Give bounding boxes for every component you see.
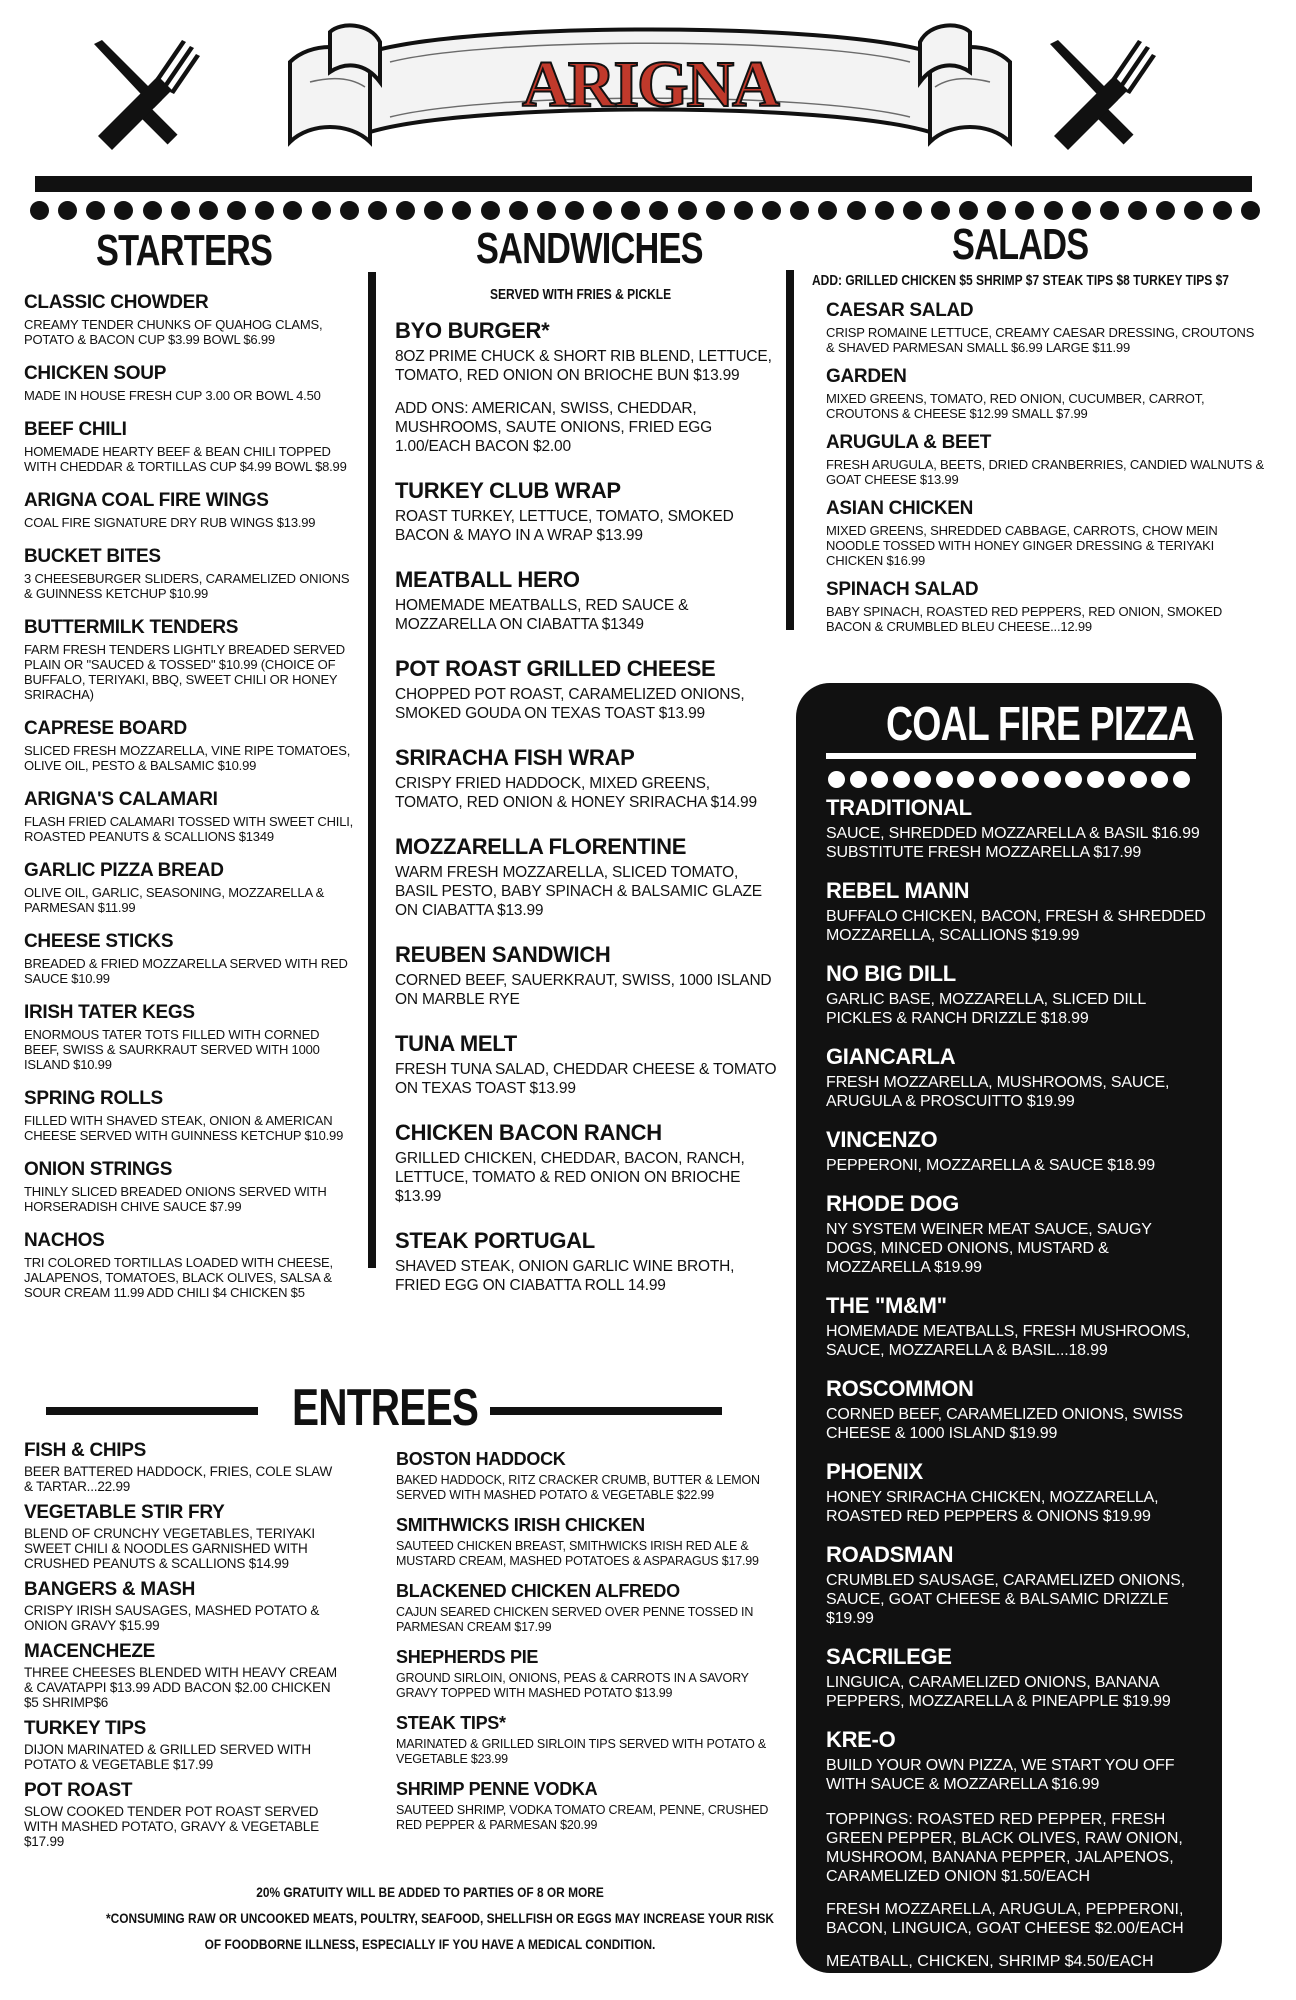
knife-fork-left-icon bbox=[82, 36, 202, 156]
menu-item-name: TURKEY CLUB WRAP bbox=[395, 478, 621, 503]
menu-item-description: BABY SPINACH, ROASTED RED PEPPERS, RED ONION, SMOKED BACON & CRUMBLED BLEU CHEESE...12.99 bbox=[826, 604, 1223, 634]
divider-dot bbox=[1087, 771, 1104, 788]
menu-item-name: SMITHWICKS IRISH CHICKEN bbox=[396, 1515, 645, 1535]
menu-item bbox=[24, 1579, 344, 1633]
pizza-toppings-line: TOPPINGS: ROASTED RED PEPPER, FRESH GREEN PEPPER, BLACK OLIVES, RAW ONION, MUSHROOM, BANANA PEPPER, JALAPENOS, CARAMELIZED ONION $1.50/EACH bbox=[826, 1811, 1183, 1885]
menu-item-description: HOMEMADE MEATBALLS, RED SAUCE & MOZZARELLA ON CIABATTA $1349 bbox=[395, 597, 689, 633]
divider-dot bbox=[931, 201, 950, 220]
divider-dot bbox=[1065, 771, 1082, 788]
column-divider-left bbox=[368, 272, 376, 1268]
divider-dot bbox=[818, 201, 837, 220]
menu-item-name: GARDEN bbox=[826, 366, 907, 387]
divider-dot bbox=[340, 201, 359, 220]
menu-item bbox=[24, 1641, 344, 1710]
menu-item bbox=[24, 1502, 344, 1571]
divider-dot bbox=[828, 771, 845, 788]
menu-item bbox=[396, 1448, 776, 1503]
menu-item bbox=[395, 1120, 780, 1206]
menu-item-name: GIANCARLA bbox=[826, 1044, 956, 1069]
starters-list bbox=[24, 292, 356, 1316]
divider-dot bbox=[1130, 771, 1147, 788]
menu-item bbox=[826, 1727, 1206, 1794]
menu-item-addons: ADD ONS: AMERICAN, SWISS, CHEDDAR, MUSHROOMS, SAUTE ONIONS, FRIED EGG 1.00/EACH BACON $2.00 bbox=[395, 400, 713, 455]
menu-item bbox=[826, 300, 1266, 355]
menu-item-description: CRUMBLED SAUSAGE, CARAMELIZED ONIONS, SAUCE, GOAT CHEESE & BALSAMIC DRIZZLE $19.99 bbox=[826, 1572, 1185, 1627]
divider-dot bbox=[1015, 201, 1034, 220]
menu-item-name: MOZZARELLA FLORENTINE bbox=[395, 834, 687, 859]
divider-dot bbox=[565, 201, 584, 220]
menu-item bbox=[826, 432, 1266, 487]
menu-item bbox=[826, 795, 1206, 862]
menu-item bbox=[395, 745, 780, 812]
divider-dot bbox=[255, 201, 274, 220]
menu-item-name: CLASSIC CHOWDER bbox=[24, 292, 209, 313]
menu-item-name: KRE-O bbox=[826, 1727, 896, 1752]
menu-item bbox=[24, 1440, 344, 1494]
entrees-rule-left bbox=[46, 1407, 258, 1415]
menu-item-description: CORNED BEEF, CARAMELIZED ONIONS, SWISS CHEESE & 1000 ISLAND $19.99 bbox=[826, 1406, 1183, 1442]
menu-item-name: IRISH TATER KEGS bbox=[24, 1002, 195, 1023]
menu-item-description: 3 CHEESEBURGER SLIDERS, CARAMELIZED ONIONS & GUINNESS KETCHUP $10.99 bbox=[24, 571, 350, 601]
menu-item bbox=[826, 366, 1266, 421]
menu-item bbox=[24, 292, 356, 347]
header-dot-divider bbox=[30, 198, 1260, 222]
menu-item-description: GROUND SIRLOIN, ONIONS, PEAS & CARROTS IN A SAVORY GRAVY TOPPED WITH MASHED POTATO $13.99 bbox=[396, 1671, 749, 1700]
entrees-rule-right bbox=[490, 1407, 722, 1415]
menu-item-description: TRI COLORED TORTILLAS LOADED WITH CHEESE, JALAPENOS, TOMATOES, BLACK OLIVES, SALSA & SOUR CREAM 11.99 ADD CHILI $4 CHICKEN $5 bbox=[24, 1255, 333, 1300]
menu-item-description: CRISPY IRISH SAUSAGES, MASHED POTATO & ONION GRAVY $15.99 bbox=[24, 1603, 320, 1633]
menu-item-description: SAUCE, SHREDDED MOZZARELLA & BASIL $16.99 SUBSTITUTE FRESH MOZZARELLA $17.99 bbox=[826, 825, 1200, 861]
menu-item-name: MEATBALL HERO bbox=[395, 567, 580, 592]
menu-item-description: FRESH TUNA SALAD, CHEDDAR CHEESE & TOMATO ON TEXAS TOAST $13.99 bbox=[395, 1061, 777, 1097]
divider-dot bbox=[452, 201, 471, 220]
menu-item bbox=[395, 656, 780, 723]
menu-item bbox=[24, 363, 356, 403]
divider-dot bbox=[1156, 201, 1175, 220]
sandwiches-subtitle: SERVED WITH FRIES & PICKLE bbox=[490, 286, 672, 303]
menu-item-name: SRIRACHA FISH WRAP bbox=[395, 745, 635, 770]
menu-item-description: GARLIC BASE, MOZZARELLA, SLICED DILL PICKLES & RANCH DRIZZLE $18.99 bbox=[826, 991, 1146, 1027]
menu-item bbox=[24, 1159, 356, 1214]
menu-item-name: RHODE DOG bbox=[826, 1191, 959, 1216]
menu-item-description: FARM FRESH TENDERS LIGHTLY BREADED SERVED PLAIN OR "SAUCED & TOSSED" $10.99 (CHOICE OF BUFFALO, TERIYAKI, BBQ, SWEET CHILI OR HONEY SRIRACHA) bbox=[24, 642, 345, 702]
divider-dot bbox=[678, 201, 697, 220]
menu-item-description: ENORMOUS TATER TOTS FILLED WITH CORNED BEEF, SWISS & SAURKRAUT SERVED WITH 1000 ISLAND $10.99 bbox=[24, 1027, 320, 1072]
menu-item-description: SAUTEED CHICKEN BREAST, SMITHWICKS IRISH RED ALE & MUSTARD CREAM, MASHED POTATOES & ASPARAGUS $17.99 bbox=[396, 1539, 759, 1568]
menu-item bbox=[395, 567, 780, 634]
divider-dot bbox=[312, 201, 331, 220]
menu-item bbox=[24, 860, 356, 915]
menu-item-description: LINGUICA, CARAMELIZED ONIONS, BANANA PEPPERS, MOZZARELLA & PINEAPPLE $19.99 bbox=[826, 1674, 1171, 1710]
divider-dot bbox=[86, 201, 105, 220]
divider-dot bbox=[227, 201, 246, 220]
menu-item-description: HOMEMADE HEARTY BEEF & BEAN CHILI TOPPED WITH CHEDDAR & TORTILLAS CUP $4.99 BOWL $8.99 bbox=[24, 444, 347, 474]
menu-item-name: BEEF CHILI bbox=[24, 419, 127, 440]
divider-dot bbox=[1108, 771, 1125, 788]
menu-item-description: THREE CHEESES BLENDED WITH HEAVY CREAM & CAVATAPPI $13.99 ADD BACON $2.00 CHICKEN $5 SHRIMP$6 bbox=[24, 1665, 337, 1710]
menu-item bbox=[826, 498, 1266, 568]
divider-dot bbox=[593, 201, 612, 220]
menu-item-description: FLASH FRIED CALAMARI TOSSED WITH SWEET CHILI, ROASTED PEANUTS & SCALLIONS $1349 bbox=[24, 814, 354, 844]
menu-item-description: 8OZ PRIME CHUCK & SHORT RIB BLEND, LETTUCE, TOMATO, RED ONION ON BRIOCHE BUN $13.99 bbox=[395, 348, 772, 384]
menu-item bbox=[24, 1002, 356, 1072]
menu-item-name: BOSTON HADDOCK bbox=[396, 1449, 566, 1469]
menu-item bbox=[826, 1191, 1206, 1277]
divider-dot bbox=[621, 201, 640, 220]
menu-item bbox=[826, 1293, 1206, 1360]
raw-food-warning: *CONSUMING RAW OR UNCOOKED MEATS, POULTRY, SEAFOOD, SHELLFISH OR EGGS MAY INCREASE YOUR RISK bbox=[105, 1910, 774, 1926]
knife-fork-right-icon bbox=[1038, 36, 1158, 156]
menu-item bbox=[396, 1712, 776, 1767]
menu-item bbox=[24, 546, 356, 601]
menu-item-name: CAESAR SALAD bbox=[826, 300, 974, 321]
divider-dot bbox=[649, 201, 668, 220]
menu-item-name: SPINACH SALAD bbox=[826, 579, 979, 600]
menu-item bbox=[396, 1778, 776, 1833]
pizza-toppings-line: FRESH MOZZARELLA, ARUGULA, PEPPERONI, BACON, LINGUICA, GOAT CHEESE $2.00/EACH bbox=[826, 1901, 1184, 1937]
menu-item-name: ARIGNA COAL FIRE WINGS bbox=[24, 490, 269, 511]
menu-item bbox=[826, 961, 1206, 1028]
menu-item-name: BUCKET BITES bbox=[24, 546, 161, 567]
menu-item bbox=[396, 1514, 776, 1569]
pizza-title: COAL FIRE PIZZA bbox=[886, 698, 1194, 751]
starters-title: STARTERS bbox=[96, 226, 273, 275]
menu-item bbox=[395, 834, 780, 920]
menu-item-description: CRISPY FRIED HADDOCK, MIXED GREENS, TOMATO, RED ONION & HONEY SRIRACHA $14.99 bbox=[395, 775, 757, 811]
menu-item bbox=[24, 718, 356, 773]
entrees-title: ENTREES bbox=[292, 1379, 479, 1437]
menu-item-name: FISH & CHIPS bbox=[24, 1440, 147, 1461]
menu-item-name: ROADSMAN bbox=[826, 1542, 954, 1567]
menu-item-description: THINLY SLICED BREADED ONIONS SERVED WITH HORSERADISH CHIVE SAUCE $7.99 bbox=[24, 1184, 327, 1214]
menu-item-description: FRESH MOZZARELLA, MUSHROOMS, SAUCE, ARUGULA & PROSCUITTO $19.99 bbox=[826, 1074, 1170, 1110]
divider-dot bbox=[396, 201, 415, 220]
divider-dot bbox=[957, 771, 974, 788]
divider-dot bbox=[734, 201, 753, 220]
menu-item bbox=[24, 789, 356, 844]
divider-dot bbox=[143, 201, 162, 220]
divider-dot bbox=[847, 201, 866, 220]
menu-item-description: GRILLED CHICKEN, CHEDDAR, BACON, RANCH, LETTUCE, TOMATO & RED ONION ON BRIOCHE $13.99 bbox=[395, 1150, 745, 1205]
menu-item-name: REBEL MANN bbox=[826, 878, 970, 903]
menu-item-name: THE "M&M" bbox=[826, 1293, 947, 1318]
menu-item-name: PHOENIX bbox=[826, 1459, 923, 1484]
divider-dot bbox=[1100, 201, 1119, 220]
pizza-list bbox=[826, 795, 1206, 1985]
menu-item-name: NO BIG DILL bbox=[826, 961, 956, 986]
divider-dot bbox=[914, 771, 931, 788]
menu-item-name: ARIGNA'S CALAMARI bbox=[24, 789, 218, 810]
menu-item-description: FRESH ARUGULA, BEETS, DRIED CRANBERRIES, CANDIED WALNUTS & GOAT CHEESE $13.99 bbox=[826, 457, 1264, 487]
menu-item-description: PEPPERONI, MOZZARELLA & SAUCE $18.99 bbox=[826, 1157, 1155, 1174]
divider-dot bbox=[706, 201, 725, 220]
divider-dot bbox=[959, 201, 978, 220]
menu-item-description: HONEY SRIRACHA CHICKEN, MOZZARELLA, ROASTED RED PEPPERS & ONIONS $19.99 bbox=[826, 1489, 1159, 1525]
menu-item-description: MADE IN HOUSE FRESH CUP 3.00 OR BOWL 4.50 bbox=[24, 388, 321, 403]
menu-item-description: FILLED WITH SHAVED STEAK, ONION & AMERICAN CHEESE SERVED WITH GUINNESS KETCHUP $10.99 bbox=[24, 1113, 344, 1143]
menu-item-name: TUNA MELT bbox=[395, 1031, 517, 1056]
menu-item-description: BUILD YOUR OWN PIZZA, WE START YOU OFF WITH SAUCE & MOZZARELLA $16.99 bbox=[826, 1757, 1175, 1793]
divider-dot bbox=[368, 201, 387, 220]
raw-food-warning-cont: OF FOODBORNE ILLNESS, ESPECIALLY IF YOU HAVE A MEDICAL CONDITION. bbox=[204, 1936, 656, 1952]
divider-dot bbox=[537, 201, 556, 220]
arigna-logo-banner bbox=[270, 22, 1030, 162]
menu-item-name: REUBEN SANDWICH bbox=[395, 942, 611, 967]
menu-item-name: CHICKEN SOUP bbox=[24, 363, 167, 384]
divider-dot bbox=[987, 201, 1006, 220]
divider-dot bbox=[1213, 201, 1232, 220]
menu-item-name: CHEESE STICKS bbox=[24, 931, 174, 952]
menu-item-name: BUTTERMILK TENDERS bbox=[24, 617, 239, 638]
divider-dot bbox=[509, 201, 528, 220]
divider-dot bbox=[1044, 201, 1063, 220]
divider-dot bbox=[871, 771, 888, 788]
menu-item-description: MIXED GREENS, SHREDDED CABBAGE, CARROTS, CHOW MEIN NOODLE TOSSED WITH HONEY GINGER DRESSING & TERIYAKI CHICKEN $16.99 bbox=[826, 523, 1218, 568]
pizza-rule bbox=[826, 753, 1196, 759]
menu-item-description: CHOPPED POT ROAST, CARAMELIZED ONIONS, SMOKED GOUDA ON TEXAS TOAST $13.99 bbox=[395, 686, 745, 722]
menu-item-name: POT ROAST GRILLED CHEESE bbox=[395, 656, 716, 681]
divider-dot bbox=[875, 201, 894, 220]
divider-dot bbox=[979, 771, 996, 788]
menu-item bbox=[826, 1459, 1206, 1526]
menu-item-description: OLIVE OIL, GARLIC, SEASONING, MOZZARELLA & PARMESAN $11.99 bbox=[24, 885, 325, 915]
salads-title: SALADS bbox=[952, 220, 1089, 269]
menu-item-name: BANGERS & MASH bbox=[24, 1579, 196, 1600]
menu-item-name: BYO BURGER* bbox=[395, 318, 550, 343]
menu-item-description: MARINATED & GRILLED SIRLOIN TIPS SERVED WITH POTATO & VEGETABLE $23.99 bbox=[396, 1737, 767, 1766]
divider-dot bbox=[199, 201, 218, 220]
menu-item bbox=[396, 1580, 776, 1635]
divider-dot bbox=[936, 771, 953, 788]
menu-item-name: SHRIMP PENNE VODKA bbox=[396, 1779, 598, 1799]
menu-item bbox=[395, 318, 780, 456]
menu-item-name: CHICKEN BACON RANCH bbox=[395, 1120, 662, 1145]
menu-item-name: TRADITIONAL bbox=[826, 795, 972, 820]
menu-item bbox=[826, 579, 1266, 634]
divider-dot bbox=[762, 201, 781, 220]
menu-item-description: BAKED HADDOCK, RITZ CRACKER CRUMB, BUTTER & LEMON SERVED WITH MASHED POTATO & VEGETABLE $22.99 bbox=[396, 1473, 760, 1502]
divider-dot bbox=[1001, 771, 1018, 788]
menu-item bbox=[24, 1718, 344, 1772]
menu-item-name: VINCENZO bbox=[826, 1127, 938, 1152]
menu-item-description: SLICED FRESH MOZZARELLA, VINE RIPE TOMATOES, OLIVE OIL, PESTO & BALSAMIC $10.99 bbox=[24, 743, 351, 773]
menu-item bbox=[395, 1031, 780, 1098]
divider-dot bbox=[171, 201, 190, 220]
divider-dot bbox=[893, 771, 910, 788]
divider-dot bbox=[1044, 771, 1061, 788]
menu-item-description: DIJON MARINATED & GRILLED SERVED WITH POTATO & VEGETABLE $17.99 bbox=[24, 1742, 311, 1772]
salads-subtitle: ADD: GRILLED CHICKEN $5 SHRIMP $7 STEAK TIPS $8 TURKEY TIPS $7 bbox=[812, 272, 1229, 289]
menu-item bbox=[395, 478, 780, 545]
menu-item-name: MACENCHEZE bbox=[24, 1641, 156, 1662]
menu-item-name: SHEPHERDS PIE bbox=[396, 1647, 539, 1667]
divider-dot bbox=[424, 201, 443, 220]
divider-dot bbox=[1241, 201, 1260, 220]
restaurant-name: ARIGNA bbox=[522, 48, 778, 121]
divider-dot bbox=[1022, 771, 1039, 788]
menu-item bbox=[395, 942, 780, 1009]
menu-item-description: CAJUN SEARED CHICKEN SERVED OVER PENNE TOSSED IN PARMESAN CREAM $17.99 bbox=[396, 1605, 754, 1634]
menu-item-name: ROSCOMMON bbox=[826, 1376, 974, 1401]
menu-item-description: COAL FIRE SIGNATURE DRY RUB WINGS $13.99 bbox=[24, 515, 316, 530]
menu-item bbox=[826, 1644, 1206, 1711]
gratuity-notice: 20% GRATUITY WILL BE ADDED TO PARTIES OF 8 OR MORE bbox=[256, 1884, 604, 1900]
menu-item-description: WARM FRESH MOZZARELLA, SLICED TOMATO, BASIL PESTO, BABY SPINACH & BALSAMIC GLAZE ON CIABATTA $13.99 bbox=[395, 864, 762, 919]
menu-item bbox=[24, 1230, 356, 1300]
menu-item bbox=[24, 1088, 356, 1143]
menu-item-description: MIXED GREENS, TOMATO, RED ONION, CUCUMBER, CARROT, CROUTONS & CHEESE $12.99 SMALL $7.99 bbox=[826, 391, 1205, 421]
menu-item-name: ONION STRINGS bbox=[24, 1159, 173, 1180]
coal-fire-pizza-panel bbox=[796, 683, 1222, 1973]
menu-item-name: STEAK PORTUGAL bbox=[395, 1228, 595, 1253]
divider-dot bbox=[1173, 771, 1190, 788]
divider-dot bbox=[1184, 201, 1203, 220]
entrees-right-list bbox=[396, 1448, 776, 1844]
divider-dot bbox=[58, 201, 77, 220]
menu-item-name: POT ROAST bbox=[24, 1780, 133, 1801]
menu-item bbox=[826, 1376, 1206, 1443]
menu-item bbox=[24, 1780, 344, 1849]
divider-dot bbox=[481, 201, 500, 220]
menu-item-description: BLEND OF CRUNCHY VEGETABLES, TERIYAKI SWEET CHILI & NOODLES GARNISHED WITH CRUSHED PEANUTS & SCALLIONS $14.99 bbox=[24, 1526, 315, 1571]
menu-item-description: BUFFALO CHICKEN, BACON, FRESH & SHREDDED MOZZARELLA, SCALLIONS $19.99 bbox=[826, 908, 1206, 944]
menu-item-description: CREAMY TENDER CHUNKS OF QUAHOG CLAMS, POTATO & BACON CUP $3.99 BOWL $6.99 bbox=[24, 317, 323, 347]
menu-item bbox=[826, 1127, 1206, 1175]
menu-item-name: SPRING ROLLS bbox=[24, 1088, 163, 1109]
divider-dot bbox=[1128, 201, 1147, 220]
menu-item-description: BEER BATTERED HADDOCK, FRIES, COLE SLAW & TARTAR...22.99 bbox=[24, 1464, 333, 1494]
menu-item-name: NACHOS bbox=[24, 1230, 105, 1251]
menu-item bbox=[395, 1228, 780, 1295]
entrees-left-list bbox=[24, 1440, 344, 1857]
menu-item-description: CORNED BEEF, SAUERKRAUT, SWISS, 1000 ISLAND ON MARBLE RYE bbox=[395, 972, 772, 1008]
divider-dot bbox=[283, 201, 302, 220]
menu-item-name: GARLIC PIZZA BREAD bbox=[24, 860, 224, 881]
menu-item bbox=[826, 1542, 1206, 1628]
menu-item-name: ASIAN CHICKEN bbox=[826, 498, 974, 519]
menu-item bbox=[24, 490, 356, 530]
salads-list bbox=[826, 300, 1266, 645]
divider-dot bbox=[30, 201, 49, 220]
menu-item-name: SACRILEGE bbox=[826, 1644, 952, 1669]
divider-dot bbox=[850, 771, 867, 788]
menu-item-description: ROAST TURKEY, LETTUCE, TOMATO, SMOKED BACON & MAYO IN A WRAP $13.99 bbox=[395, 508, 734, 544]
header-rule bbox=[35, 176, 1252, 192]
divider-dot bbox=[1151, 771, 1168, 788]
sandwiches-title: SANDWICHES bbox=[476, 224, 703, 273]
menu-item bbox=[24, 419, 356, 474]
sandwiches-list bbox=[395, 318, 780, 1317]
divider-dot bbox=[790, 201, 809, 220]
menu-item-name: VEGETABLE STIR FRY bbox=[24, 1502, 225, 1523]
menu-item-description: SHAVED STEAK, ONION GARLIC WINE BROTH, FRIED EGG ON CIABATTA ROLL 14.99 bbox=[395, 1258, 735, 1294]
menu-item bbox=[24, 617, 356, 702]
menu-item-description: SAUTEED SHRIMP, VODKA TOMATO CREAM, PENNE, CRUSHED RED PEPPER & PARMESAN $20.99 bbox=[396, 1803, 769, 1832]
menu-item-name: TURKEY TIPS bbox=[24, 1718, 146, 1739]
menu-item-description: HOMEMADE MEATBALLS, FRESH MUSHROOMS, SAUCE, MOZZARELLA & BASIL...18.99 bbox=[826, 1323, 1191, 1359]
pizza-dot-divider bbox=[828, 767, 1190, 791]
menu-item-description: NY SYSTEM WEINER MEAT SAUCE, SAUGY DOGS, MINCED ONIONS, MUSTARD & MOZZARELLA $19.99 bbox=[826, 1221, 1152, 1276]
divider-dot bbox=[903, 201, 922, 220]
pizza-toppings-line: MEATBALL, CHICKEN, SHRIMP $4.50/EACH bbox=[826, 1953, 1154, 1970]
menu-item-description: CRISP ROMAINE LETTUCE, CREAMY CAESAR DRESSING, CROUTONS & SHAVED PARMESAN SMALL $6.99 LARGE $11.99 bbox=[826, 325, 1255, 355]
menu-item-name: BLACKENED CHICKEN ALFREDO bbox=[396, 1581, 680, 1601]
menu-item-name: ARUGULA & BEET bbox=[826, 432, 992, 453]
menu-item-description: SLOW COOKED TENDER POT ROAST SERVED WITH MASHED POTATO, GRAVY & VEGETABLE $17.99 bbox=[24, 1804, 319, 1849]
menu-item bbox=[396, 1646, 776, 1701]
menu-item-name: CAPRESE BOARD bbox=[24, 718, 187, 739]
menu-item-name: STEAK TIPS* bbox=[396, 1713, 506, 1733]
divider-dot bbox=[114, 201, 133, 220]
column-divider-right bbox=[786, 270, 794, 630]
menu-item bbox=[24, 931, 356, 986]
divider-dot bbox=[1072, 201, 1091, 220]
menu-item bbox=[826, 1044, 1206, 1111]
menu-item bbox=[826, 878, 1206, 945]
menu-item-description: BREADED & FRIED MOZZARELLA SERVED WITH RED SAUCE $10.99 bbox=[24, 956, 348, 986]
